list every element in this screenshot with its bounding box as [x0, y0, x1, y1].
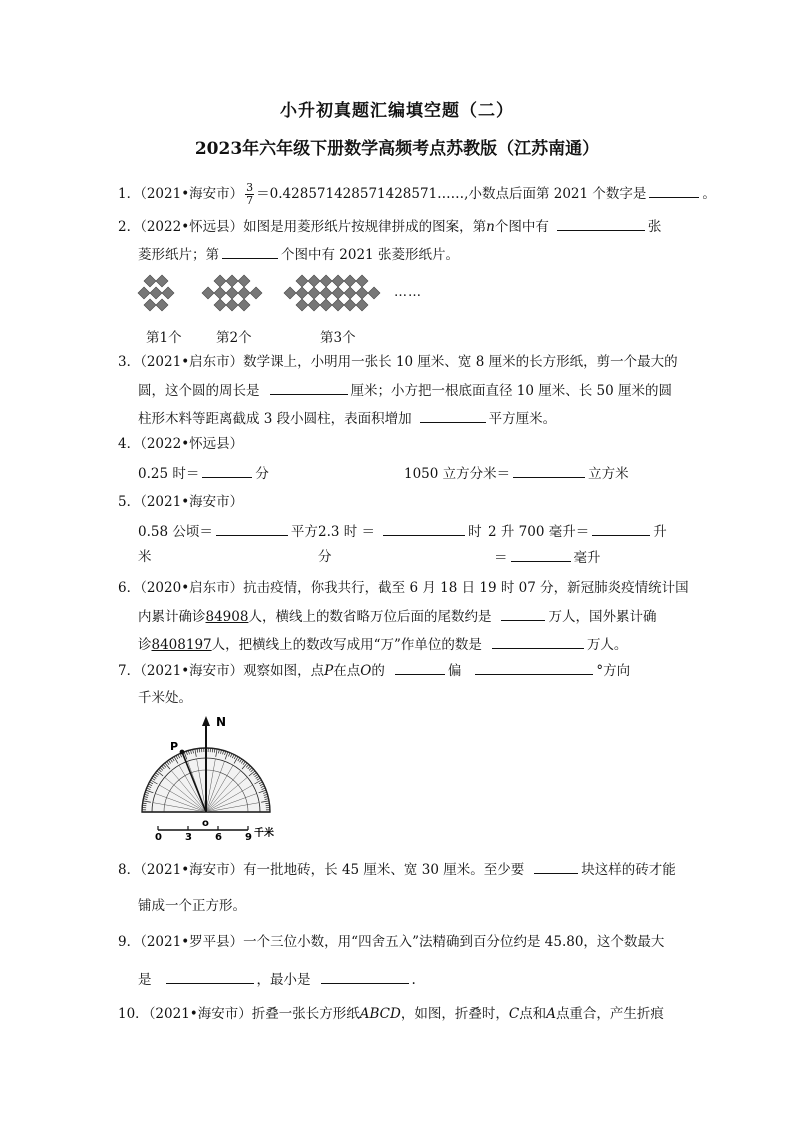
question-text: 厘米；小方把一根底面直径 10 厘米、长 50 厘米的圆	[350, 383, 673, 399]
question-3	[118, 352, 678, 372]
question-text: 如图是用菱形纸片按规律拼成的图案，第	[243, 219, 487, 235]
question-number: 10．	[118, 1006, 149, 1022]
question-1	[118, 182, 716, 207]
answer-blank[interactable]	[511, 547, 571, 562]
question-text: 2 升 700 毫升＝	[488, 524, 590, 540]
point-a: A	[546, 1006, 556, 1022]
ellipsis: ……	[394, 285, 422, 300]
answer-blank[interactable]	[321, 969, 409, 984]
question-5	[118, 492, 243, 512]
question-text: 一个三位小数，用“四舍五入”法精确到百分位约是 45.80，这个数最大	[243, 934, 665, 950]
question-text: 圆，这个圆的周长是	[138, 383, 260, 399]
question-text: °方向	[596, 663, 631, 679]
scale-label-3: 3	[185, 832, 192, 842]
question-text: 是	[138, 972, 152, 988]
caption-3: 第3个	[320, 330, 356, 346]
answer-blank[interactable]	[222, 244, 278, 259]
caption-2: 第2个	[216, 330, 252, 346]
question-number: 5．	[118, 494, 141, 510]
question-9	[118, 932, 664, 952]
question-source: （2021•罗平县）	[140, 934, 244, 950]
question-number: 8．	[118, 862, 141, 878]
point-o: O	[360, 663, 372, 679]
north-arrow-head	[202, 716, 210, 726]
page-title: 小升初真题汇编填空题（二）	[280, 101, 514, 121]
scale-unit: 千米	[254, 828, 274, 839]
answer-blank[interactable]	[383, 521, 465, 536]
question-text: ，如图，折叠时，	[400, 1006, 509, 1022]
point-o-label: o	[202, 818, 209, 829]
answer-blank[interactable]	[216, 521, 288, 536]
answer-blank[interactable]	[270, 380, 348, 395]
question-text: 偏	[447, 663, 462, 679]
question-text: 毫升	[573, 550, 601, 566]
point-p-dot	[180, 750, 185, 755]
question-5-b	[318, 521, 482, 542]
question-6-line-2	[138, 606, 656, 627]
question-text: 升	[653, 524, 667, 540]
pattern-1	[138, 275, 174, 311]
question-text: 块这样的砖才能	[581, 862, 676, 878]
question-text: 万人。	[586, 637, 628, 653]
question-source: （2021•海安市）	[140, 186, 244, 202]
question-text: 人，横线上的数省略万位后面的尾数约是	[248, 609, 492, 625]
question-3-line-3	[138, 408, 556, 429]
scale-label-9: 9	[245, 832, 252, 842]
question-2	[118, 216, 661, 237]
question-source: （2020•启东市）	[140, 580, 244, 596]
underlined-number: 84908	[205, 609, 249, 625]
point-p-label: P	[170, 740, 179, 753]
pattern-2	[202, 275, 262, 311]
question-text-end: 。	[702, 186, 716, 202]
question-text: 万人，国外累计确	[548, 609, 657, 625]
question-5-a-unit: 米	[138, 549, 152, 565]
question-6-line-3	[138, 634, 627, 655]
question-number: 1．	[118, 186, 141, 202]
question-7-line-2: 千米处。	[138, 690, 192, 706]
question-text: 菱形纸片；第	[138, 247, 219, 263]
question-text: 内累计确诊	[138, 609, 206, 625]
answer-blank[interactable]	[202, 463, 252, 478]
question-source: （2021•启东市）	[140, 354, 244, 370]
answer-blank[interactable]	[475, 660, 593, 675]
scale-label-6: 6	[215, 832, 222, 842]
point-p: P	[324, 663, 334, 679]
question-7	[118, 660, 630, 681]
question-3-line-2	[138, 380, 672, 401]
question-text: 点重合，产生折痕	[555, 1006, 664, 1022]
answer-blank[interactable]	[420, 408, 486, 423]
question-text: 抗击疫情，你我共行，截至 6 月 18 日 19 时 07 分，新冠肺炎疫情统计国	[243, 580, 689, 596]
page-subtitle: 2023年六年级下册数学高频考点苏教版（江苏南通）	[194, 139, 600, 159]
question-number: 2．	[118, 219, 141, 235]
question-text: 数学课上，小明用一张长 10 厘米、宽 8 厘米的长方形纸，剪一个最大的	[243, 354, 678, 370]
point-c: C	[508, 1006, 520, 1022]
question-8	[118, 859, 676, 880]
question-number: 6．	[118, 580, 141, 596]
question-text: 折叠一张长方形纸	[251, 1006, 360, 1022]
variable-n: n	[486, 219, 495, 235]
question-number: 3．	[118, 354, 141, 370]
question-4	[118, 434, 243, 454]
answer-blank[interactable]	[492, 634, 584, 649]
pattern-3	[284, 275, 380, 311]
fraction-numerator: 3	[246, 181, 254, 194]
question-text: 有一批地砖，长 45 厘米、宽 30 厘米。至少要	[243, 862, 525, 878]
fraction-denominator: 7	[246, 194, 254, 207]
rhombus-pattern-figure	[136, 268, 436, 318]
question-text: 时	[468, 524, 482, 540]
underlined-number: 8408197	[151, 637, 212, 653]
question-text: ＝	[494, 550, 508, 566]
north-label: N	[216, 715, 227, 729]
question-number: 4．	[118, 436, 141, 452]
question-text: 柱形木料等距离截成 3 段小圆柱，表面积增加	[138, 411, 412, 427]
answer-blank[interactable]	[501, 606, 545, 621]
question-8-line-2: 铺成一个正方形。	[138, 898, 246, 914]
question-source: （2022•怀远县）	[140, 436, 244, 452]
question-text: 观察如图，点	[243, 663, 325, 679]
question-5-c	[488, 521, 667, 542]
question-text: 诊	[138, 637, 152, 653]
question-text: ＝0.428571428571428571……,小数点后面第 2021 个数字是	[256, 186, 647, 202]
answer-blank[interactable]	[166, 969, 254, 984]
rect-abcd: ABCD	[359, 1006, 401, 1022]
question-5-c-line-2	[494, 547, 601, 568]
answer-blank[interactable]	[649, 183, 699, 198]
question-text: .	[411, 972, 416, 988]
answer-blank[interactable]	[395, 660, 445, 675]
protractor-figure	[136, 712, 296, 842]
question-text: ，最小是	[256, 972, 311, 988]
question-text: 在点	[333, 663, 361, 679]
fraction	[245, 182, 254, 207]
question-text: 0.58 公顷＝	[138, 524, 213, 540]
question-source: （2021•海安市）	[140, 862, 244, 878]
question-text: 个图中有	[494, 219, 549, 235]
question-text: 分	[255, 466, 269, 482]
question-text: 1050 立方分米＝	[404, 466, 511, 482]
question-5-b-unit: 分	[318, 549, 332, 565]
question-text: 2.3 时 ＝	[318, 524, 376, 540]
question-10	[118, 1004, 664, 1024]
answer-blank[interactable]	[534, 859, 578, 874]
question-4-b	[404, 463, 629, 484]
question-5-a	[138, 521, 318, 542]
question-number: 9．	[118, 934, 141, 950]
question-6	[118, 578, 689, 598]
question-9-line-2	[138, 969, 416, 990]
question-text: 个图中有 2021 张菱形纸片。	[281, 247, 459, 263]
question-text: 平方	[290, 524, 318, 540]
question-text: 人，把横线上的数改写成用“万”作单位的数是	[211, 637, 482, 653]
question-source: （2021•海安市）	[140, 494, 244, 510]
scale-label-0: 0	[155, 832, 162, 842]
question-text: 0.25 时＝	[138, 466, 200, 482]
answer-blank[interactable]	[513, 463, 585, 478]
question-text: 立方米	[588, 466, 629, 482]
caption-1: 第1个	[146, 330, 182, 346]
question-text: 点和	[519, 1006, 547, 1022]
question-4-a	[138, 463, 269, 484]
answer-blank[interactable]	[557, 216, 645, 231]
question-text: 的	[371, 663, 385, 679]
question-number: 7．	[118, 663, 141, 679]
question-text: 平方厘米。	[488, 411, 557, 427]
question-source: （2021•海安市）	[148, 1006, 252, 1022]
answer-blank[interactable]	[592, 521, 650, 536]
question-text: 张	[647, 219, 662, 235]
question-2-line-2	[138, 244, 459, 265]
question-source: （2021•海安市）	[140, 663, 244, 679]
question-source: （2022•怀远县）	[140, 219, 244, 235]
